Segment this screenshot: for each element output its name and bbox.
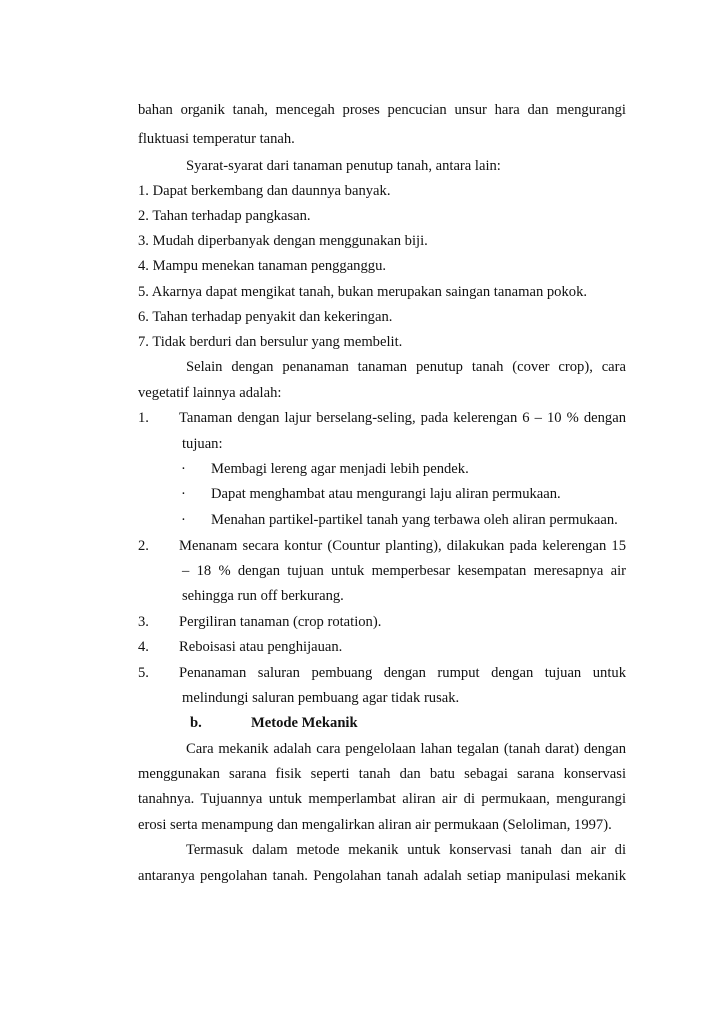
- bullet-text: Membagi lereng agar menjadi lebih pendek.: [211, 461, 469, 477]
- item-text: melindungi saluran pembuang agar tidak rusak.: [182, 690, 460, 706]
- paragraph-line: Termasuk dalam metode mekanik untuk konservasi tanah dan air di: [186, 842, 626, 858]
- bullet-icon: ·: [181, 486, 186, 502]
- bullet-icon: ·: [181, 461, 186, 477]
- item-text: tujuan:: [182, 436, 223, 452]
- list-item: 7. Tidak berduri dan bersulur yang membelit.: [138, 334, 403, 350]
- item-text: Menanam secara kontur (Countur planting), dilakukan pada kelerengan 15: [179, 538, 626, 554]
- paragraph-line: erosi serta menampung dan mengalirkan aliran air permukaan (Seloliman, 1997).: [138, 817, 612, 833]
- numbered-item: [138, 408, 626, 428]
- bullet-item: [138, 484, 626, 504]
- item-text: Pergiliran tanaman (crop rotation).: [179, 614, 382, 630]
- paragraph-line: Syarat-syarat dari tanaman penutup tanah, antara lain:: [186, 158, 501, 174]
- paragraph-line: tanahnya. Tujuannya untuk memperlambat aliran air di permukaan, mengurangi: [138, 791, 626, 807]
- numbered-item: [138, 663, 626, 683]
- paragraph-line: bahan organik tanah, mencegah proses pencucian unsur hara dan mengurangi: [138, 102, 626, 118]
- section-title: Metode Mekanik: [251, 715, 358, 731]
- paragraph-line: Cara mekanik adalah cara pengelolaan lahan tegalan (tanah darat) dengan: [186, 741, 626, 757]
- paragraph-line: antaranya pengolahan tanah. Pengolahan tanah adalah setiap manipulasi mekanik: [138, 868, 626, 884]
- item-number: 1.: [138, 410, 149, 426]
- item-number: 3.: [138, 614, 149, 630]
- item-text: Tanaman dengan lajur berselang-seling, pada kelerengan 6 – 10 % dengan: [179, 410, 626, 426]
- bullet-text: Menahan partikel-partikel tanah yang terbawa oleh aliran permukaan.: [211, 512, 618, 528]
- list-item: 5. Akarnya dapat mengikat tanah, bukan merupakan saingan tanaman pokok.: [138, 284, 588, 300]
- numbered-item-continuation: [138, 688, 626, 708]
- numbered-item-continuation: [138, 586, 626, 606]
- item-text: Penanaman saluran pembuang dengan rumput dengan tujuan untuk: [179, 665, 626, 681]
- list-item: 3. Mudah diperbanyak dengan menggunakan biji.: [138, 233, 428, 249]
- bullet-item: [138, 459, 626, 479]
- section-number: b.: [190, 715, 202, 731]
- paragraph-line: fluktuasi temperatur tanah.: [138, 131, 295, 147]
- numbered-item: [138, 536, 626, 556]
- paragraph-line: menggunakan sarana fisik seperti tanah dan batu sebagai sarana konservasi: [138, 766, 626, 782]
- list-item: 1. Dapat berkembang dan daunnya banyak.: [138, 183, 391, 199]
- section-heading: [138, 713, 626, 733]
- item-text: sehingga run off berkurang.: [182, 588, 344, 604]
- item-number: 4.: [138, 639, 149, 655]
- item-number: 5.: [138, 665, 149, 681]
- bullet-text: Dapat menghambat atau mengurangi laju aliran permukaan.: [211, 486, 561, 502]
- bullet-item: [138, 510, 626, 530]
- item-number: 2.: [138, 538, 149, 554]
- list-item: 2. Tahan terhadap pangkasan.: [138, 208, 311, 224]
- paragraph-line: vegetatif lainnya adalah:: [138, 385, 282, 401]
- numbered-item: [138, 637, 626, 657]
- list-item: 4. Mampu menekan tanaman pengganggu.: [138, 258, 387, 274]
- list-item: 6. Tahan terhadap penyakit dan kekeringan.: [138, 309, 393, 325]
- bullet-icon: ·: [181, 512, 186, 528]
- numbered-item-continuation: [138, 561, 626, 581]
- paragraph-line: Selain dengan penanaman tanaman penutup tanah (cover crop), cara: [186, 359, 626, 375]
- numbered-item-continuation: [138, 434, 626, 454]
- item-text: Reboisasi atau penghijauan.: [179, 639, 343, 655]
- numbered-item: [138, 612, 626, 632]
- item-text: – 18 % dengan tujuan untuk memperbesar kesempatan meresapnya air: [182, 563, 626, 579]
